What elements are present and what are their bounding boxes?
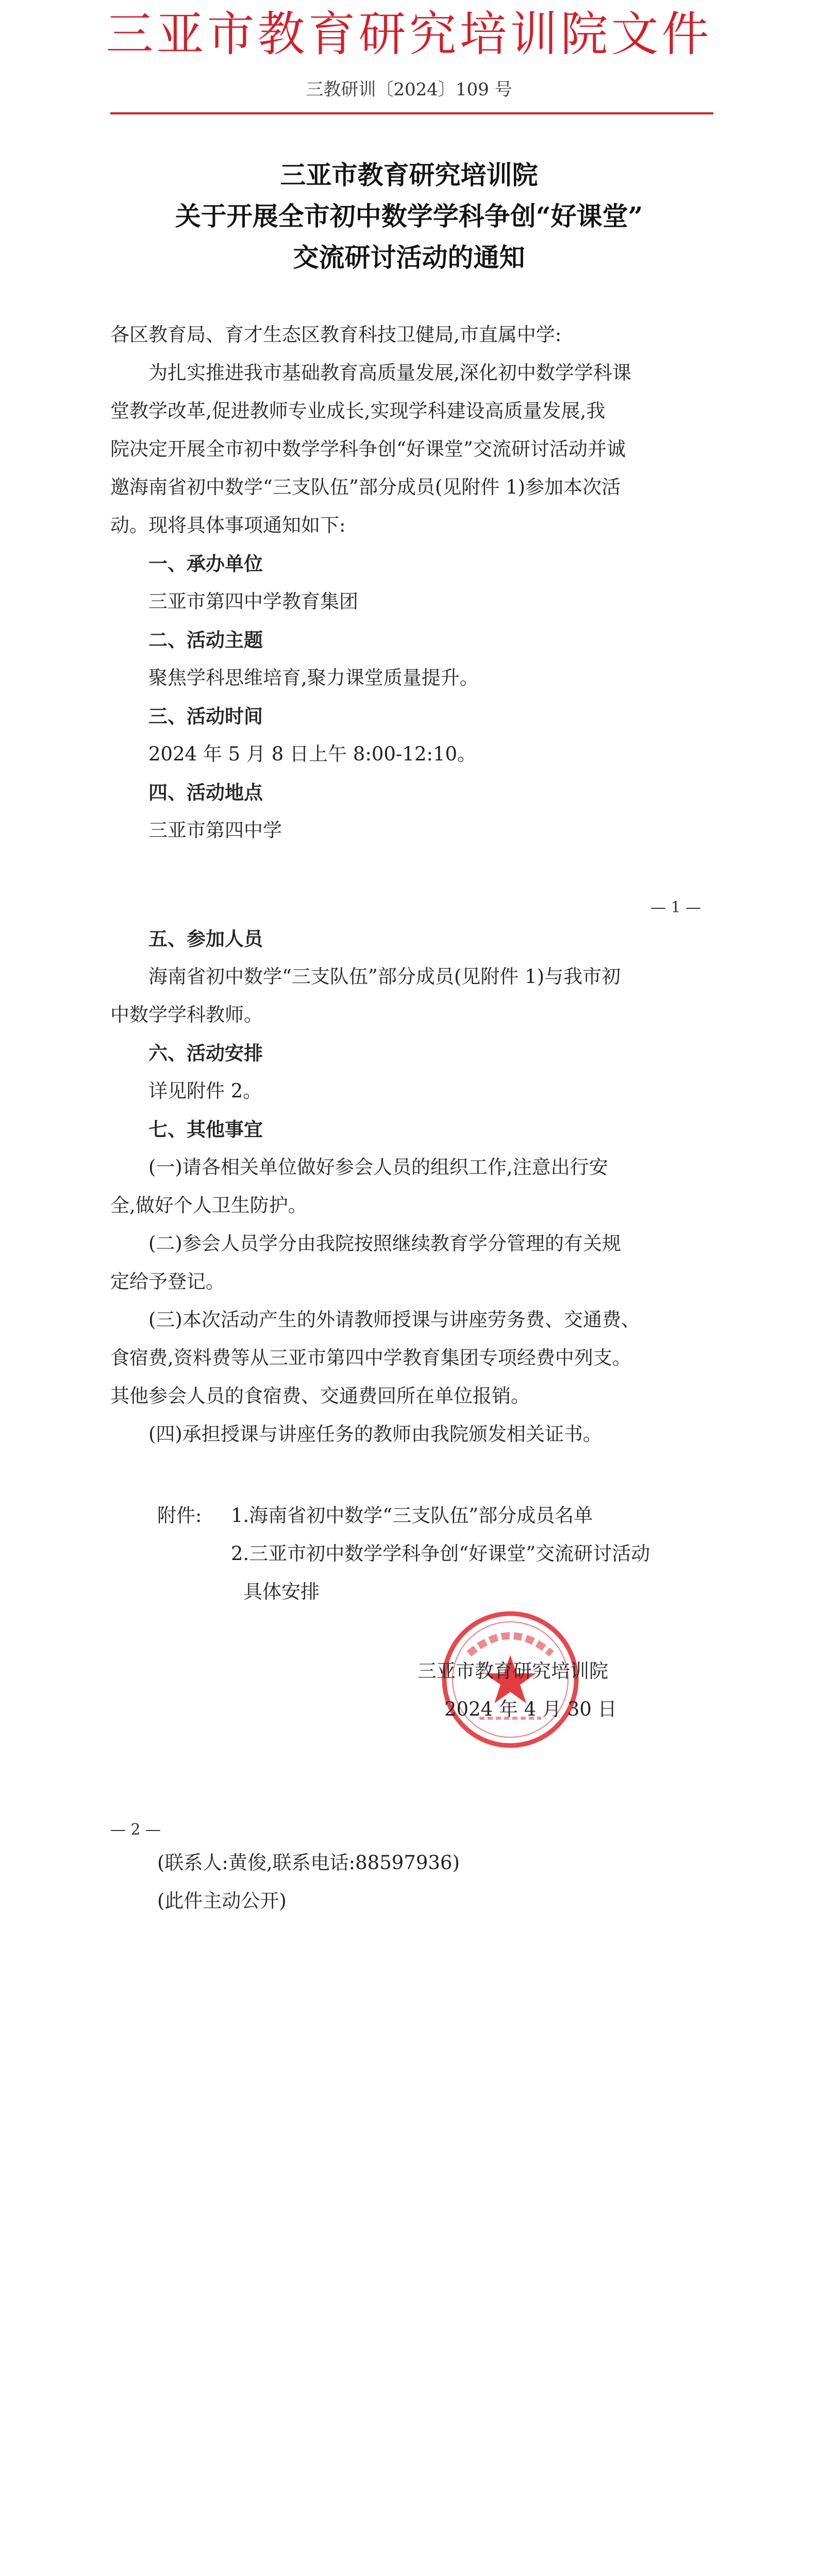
intro-line: 院决定开展全市初中数学学科争创“好课堂”交流研讨活动并诚 — [110, 438, 626, 460]
section-heading: 五、参加人员 — [148, 927, 263, 950]
section-text: (一)请各相关单位做好参会人员的组织工作,注意出行安 — [148, 1156, 608, 1178]
page-number: — 2 — — [110, 1821, 161, 1839]
section-heading: 七、其他事宜 — [148, 1118, 263, 1141]
section-text: (三)本次活动产生的外请教师授课与讲座劳务费、交通费、 — [148, 1309, 640, 1331]
section-text: (二)参会人员学分由我院按照继续教育学分管理的有关规 — [148, 1232, 621, 1255]
section-text: 全,做好个人卫生防护。 — [110, 1194, 307, 1216]
page-number: — 1 — — [650, 899, 702, 917]
section-heading: 一、承办单位 — [148, 552, 263, 575]
contact-info: (联系人:黄俊,联系电话:88597936) — [157, 1852, 460, 1874]
notice-title-line: 交流研讨活动的通知 — [293, 242, 525, 273]
section-text: (四)承担授课与讲座任务的教师由我院颁发相关证书。 — [148, 1423, 602, 1445]
section-heading: 四、活动地点 — [148, 781, 263, 804]
attachment-item: 具体安排 — [243, 1581, 320, 1603]
intro-line: 邀海南省初中数学“三支队伍”部分成员(见附件 1)参加本次活 — [110, 476, 621, 498]
intro-line: 为扎实推进我市基础教育高质量发展,深化初中数学学科课 — [148, 362, 631, 384]
public-notice: (此件主动公开) — [157, 1890, 287, 1912]
attachment-item: 1.海南省初中数学“三支队伍”部分成员名单 — [231, 1504, 593, 1527]
section-text: 其他参会人员的食宿费、交通费回所在单位报销。 — [110, 1385, 530, 1407]
notice-title-line: 三亚市教育研究培训院 — [280, 160, 538, 190]
section-text: 海南省初中数学“三支队伍”部分成员(见附件 1)与我市初 — [148, 965, 621, 988]
section-heading: 六、活动安排 — [148, 1042, 263, 1064]
section-text: 三亚市第四中学教育集团 — [148, 590, 358, 613]
signature-date: 2024 年 4 月 30 日 — [444, 1698, 617, 1720]
section-text: 2024 年 5 月 8 日上午 8:00-12:10。 — [148, 743, 477, 765]
notice-title — [0, 155, 818, 278]
section-text: 食宿费,资料费等从三亚市第四中学教育集团专项经费中列支。 — [110, 1347, 631, 1369]
section-text: 详见附件 2。 — [148, 1080, 262, 1102]
intro-line: 动。现将具体事项通知如下: — [110, 514, 346, 536]
intro-line: 堂教学改革,促进教师专业成长,实现学科建设高质量发展,我 — [110, 400, 606, 422]
addressee: 各区教育局、育才生态区教育科技卫健局,市直属中学: — [110, 324, 562, 346]
section-text: 聚焦学科思维培育,聚力课堂质量提升。 — [148, 667, 479, 689]
document-number: 三教研训〔2024〕109 号 — [306, 79, 512, 100]
section-text: 三亚市第四中学 — [148, 819, 282, 841]
notice-title-line: 关于开展全市初中数学学科争创“好课堂” — [175, 201, 643, 231]
section-text: 中数学学科教师。 — [110, 1004, 263, 1026]
attachment-item: 2.三亚市初中数学学科争创“好课堂”交流研讨活动 — [231, 1543, 650, 1565]
section-text: 定给予登记。 — [110, 1270, 225, 1293]
section-heading: 二、活动主题 — [148, 629, 263, 651]
header-red-rule — [110, 112, 713, 114]
section-heading: 三、活动时间 — [148, 705, 263, 727]
document-header-title: 三亚市教育研究培训院文件 — [106, 7, 712, 62]
signature-organization: 三亚市教育研究培训院 — [418, 1660, 608, 1682]
attachments-label: 附件: — [157, 1504, 202, 1527]
